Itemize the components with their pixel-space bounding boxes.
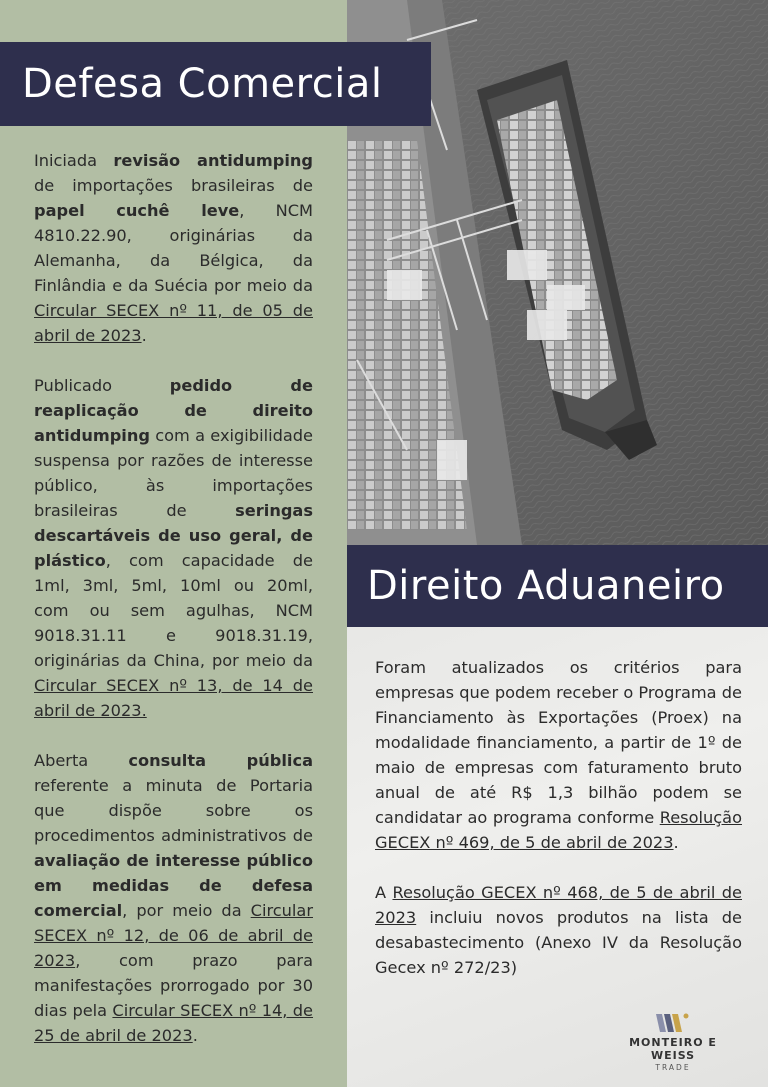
text-run: , NCM 4810.22.90, originárias da Alemanha, da Bélgica, da Finlândia e da Suécia por meio da (34, 201, 313, 295)
direito-aduaneiro-header (347, 545, 768, 627)
text-run: Foram atualizados os critérios para empresas que podem receber o Programa de Financiamento às Exportações (Proex) na modalidade financiamento, a partir de 1º de maio de empresas com faturamento bruto anual de até R$ 1,3 bilhão podem se candidatar ao programa conforme (375, 658, 742, 827)
bold-term: papel cuchê leve (34, 201, 240, 220)
section-title: Defesa Comercial (22, 61, 383, 107)
document-reference: Resolução GECEX nº 468, de 5 de abril de 2023 (375, 883, 742, 927)
document-reference: Circular SECEX nº 14, de 25 de abril de 2023 (34, 1001, 314, 1045)
company-logo (608, 1012, 738, 1074)
text-run: referente a minuta de Portaria que dispõe sobre os procedimentos administrativos de (34, 776, 313, 845)
text-run: . (192, 1026, 198, 1045)
text-run: Iniciada (34, 151, 114, 170)
text-run: Aberta (34, 751, 129, 770)
text-run: . (673, 833, 679, 852)
defesa-comercial-header (0, 42, 431, 126)
paragraph (34, 148, 313, 348)
logo-subtitle: TRADE (655, 1063, 691, 1072)
direito-aduaneiro-body (375, 655, 742, 1005)
text-run: , com capacidade de 1ml, 3ml, 5ml, 10ml ou 20ml, com ou sem agulhas, NCM 9018.31.11 e 9018.31.19, originárias da China, por meio da (34, 551, 313, 670)
paragraph (375, 880, 742, 980)
document-reference: Circular SECEX nº 11, de 05 de abril de 2023 (34, 301, 313, 345)
monteiro-weiss-icon (653, 1012, 693, 1034)
section-title: Direito Aduaneiro (367, 563, 725, 609)
text-run: com a exigibilidade suspensa por razões de interesse público, às importações brasileiras de (34, 426, 313, 520)
bold-term: seringas descartáveis de uso geral, de plástico (34, 501, 313, 570)
bold-term: revisão antidumping (113, 151, 313, 170)
defesa-comercial-body (34, 148, 313, 1073)
bold-term: pedido de reaplicação de direito antidumping (34, 376, 313, 445)
paragraph (375, 655, 742, 855)
paragraph (34, 373, 313, 723)
text-run: A (375, 883, 393, 902)
document-reference: Circular SECEX nº 12, de 06 de abril de 2023 (34, 901, 313, 970)
text-run: , por meio da (122, 901, 251, 920)
paragraph (34, 748, 313, 1048)
text-run: Publicado (34, 376, 170, 395)
document-reference: Resolução GECEX nº 469, de 5 de abril de 2023 (375, 808, 742, 852)
document-reference: Circular SECEX nº 13, de 14 de abril de 2023. (34, 676, 313, 720)
bold-term: avaliação de interesse público em medidas de defesa comercial (34, 851, 313, 920)
logo-name: MONTEIRO E WEISS (629, 1036, 717, 1062)
bold-term: consulta pública (128, 751, 313, 770)
text-run: . (141, 326, 147, 345)
text-run: , com prazo para manifestações prorrogado por 30 dias pela (34, 951, 313, 1020)
text-run: incluiu novos produtos na lista de desabastecimento (Anexo IV da Resolução Gecex nº 272/23) (375, 908, 742, 977)
text-run: de importações brasileiras de (34, 176, 313, 195)
